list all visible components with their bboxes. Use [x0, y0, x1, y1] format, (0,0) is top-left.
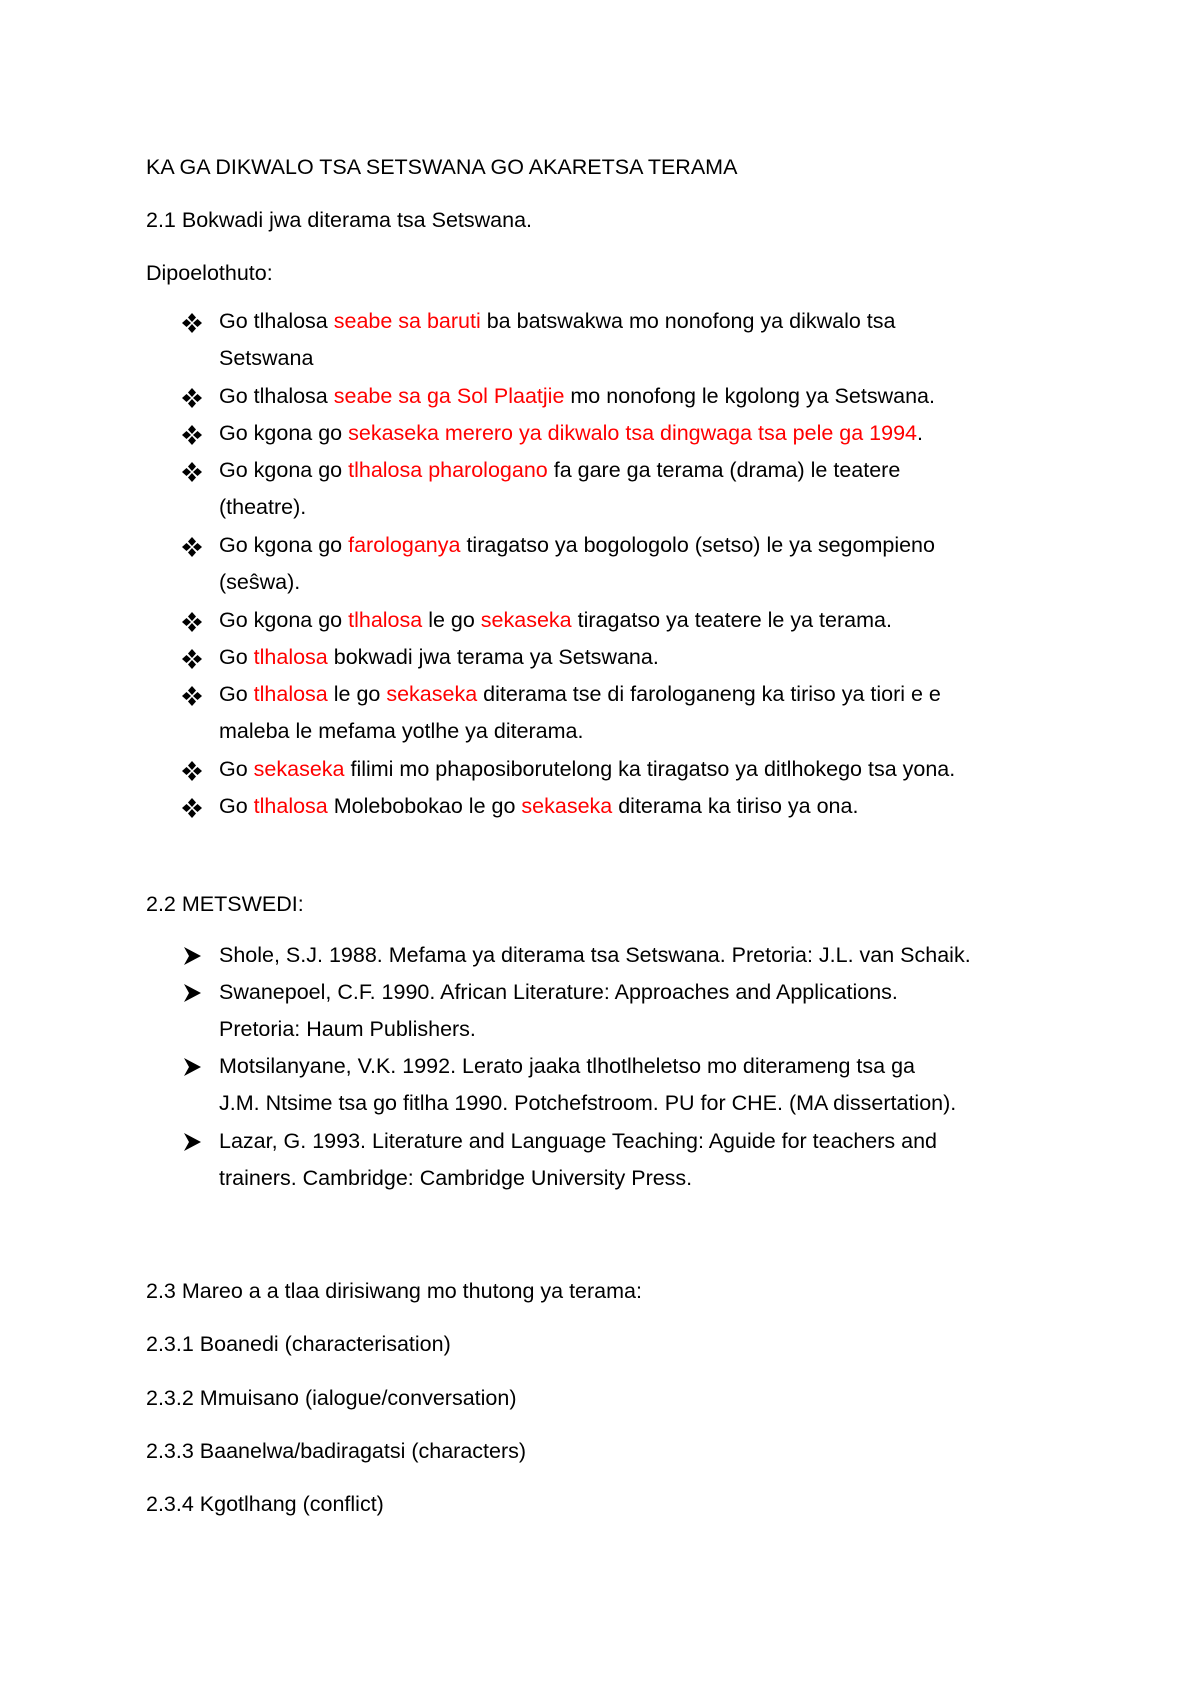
objective-text-segment: tiragatso ya teatere le ya terama.	[571, 608, 892, 632]
section-heading-2-1: 2.1 Bokwadi jwa diterama tsa Setswana.	[146, 208, 533, 232]
objective-text-segment: filimi mo phaposiborutelong ka tiragatso ya ditlhokego tsa yona.	[344, 757, 956, 781]
objective-text-segment: ba batswakwa mo nonofong ya dikwalo tsa	[480, 309, 896, 333]
objective-text-segment: (seŝwa).	[219, 570, 301, 594]
objective-text	[219, 527, 935, 601]
objective-text	[219, 303, 895, 377]
objective-text-segment: Setswana	[219, 346, 314, 370]
objective-text	[219, 602, 892, 639]
arrowhead-bullet-icon	[181, 1131, 207, 1157]
reference-text	[219, 1123, 937, 1197]
arrowhead-bullet-icon	[181, 945, 207, 971]
objective-text-segment: Go kgona go	[219, 421, 349, 445]
document-title: KA GA DIKWALO TSA SETSWANA GO AKARETSA TERAMA	[146, 155, 738, 179]
reference-text	[219, 1048, 956, 1122]
diamond-bullet-icon	[181, 797, 207, 823]
highlighted-term: seabe sa baruti	[333, 309, 481, 333]
highlighted-term: sekaseka merero ya dikwalo tsa dingwaga tsa pele ga 1994	[348, 421, 918, 445]
diamond-bullet-icon	[181, 648, 207, 674]
objective-text	[219, 378, 935, 415]
objective-text-segment: Go	[219, 794, 254, 818]
diamond-bullet-icon	[181, 461, 207, 487]
objective-text-segment: maleba le mefama yotlhe ya diterama.	[219, 719, 584, 743]
highlighted-term: sekaseka	[253, 757, 345, 781]
objectives-label: Dipoelothuto:	[146, 261, 273, 285]
highlighted-term: tlhalosa	[348, 608, 423, 632]
objective-text-segment: Go	[219, 645, 254, 669]
objective-text	[219, 639, 659, 676]
highlighted-term: tlhalosa	[253, 682, 328, 706]
objective-text-segment: fa gare ga terama (drama) le teatere	[547, 458, 901, 482]
reference-line: Shole, S.J. 1988. Mefama ya diterama tsa Setswana. Pretoria: J.L. van Schaik.	[219, 943, 971, 967]
highlighted-term: sekaseka	[386, 682, 478, 706]
diamond-bullet-icon	[181, 760, 207, 786]
reference-text	[219, 974, 898, 1048]
objective-text-segment: diterama ka tiriso ya ona.	[612, 794, 859, 818]
objective-text-segment: Molebobokao le go	[327, 794, 522, 818]
subsection-heading: 2.3.1 Boanedi (characterisation)	[146, 1332, 451, 1356]
subsection-heading: 2.3.2 Mmuisano (ialogue/conversation)	[146, 1386, 517, 1410]
objective-text	[219, 676, 941, 750]
highlighted-term: farologanya	[348, 533, 461, 557]
objective-text-segment: le go	[422, 608, 481, 632]
highlighted-term: tlhalosa pharologano	[348, 458, 548, 482]
diamond-bullet-icon	[181, 536, 207, 562]
subsection-heading: 2.3.4 Kgotlhang (conflict)	[146, 1492, 384, 1516]
arrowhead-bullet-icon	[181, 982, 207, 1008]
diamond-bullet-icon	[181, 387, 207, 413]
objective-text-segment: mo nonofong le kgolong ya Setswana.	[564, 384, 935, 408]
objective-text-segment: Go kgona go	[219, 608, 349, 632]
objective-text	[219, 415, 923, 452]
diamond-bullet-icon	[181, 312, 207, 338]
objective-text-segment: Go tlhalosa	[219, 384, 334, 408]
objective-text-segment: Go kgona go	[219, 458, 349, 482]
reference-line: Swanepoel, C.F. 1990. African Literature: Approaches and Applications.	[219, 980, 898, 1004]
diamond-bullet-icon	[181, 611, 207, 637]
objective-text-segment: le go	[327, 682, 387, 706]
highlighted-term: seabe sa ga Sol Plaatjie	[333, 384, 565, 408]
highlighted-term: sekaseka	[480, 608, 572, 632]
objective-text	[219, 788, 858, 825]
highlighted-term: sekaseka	[521, 794, 613, 818]
section-heading-2-3: 2.3 Mareo a a tlaa dirisiwang mo thutong ya terama:	[146, 1279, 642, 1303]
reference-line: Motsilanyane, V.K. 1992. Lerato jaaka tlhotlheletso mo diterameng tsa ga	[219, 1054, 915, 1078]
reference-text	[219, 937, 971, 974]
objective-text-segment: Go kgona go	[219, 533, 349, 557]
objective-text-segment: tiragatso ya bogologolo (setso) le ya segompieno	[460, 533, 935, 557]
subsection-heading: 2.3.3 Baanelwa/badiragatsi (characters)	[146, 1439, 527, 1463]
reference-line: Pretoria: Haum Publishers.	[219, 1017, 476, 1041]
objective-text-segment: diterama tse di farologaneng ka tiriso ya tiori e e	[477, 682, 941, 706]
reference-line: Lazar, G. 1993. Literature and Language Teaching: Aguide for teachers and	[219, 1129, 937, 1153]
objective-text-segment: Go tlhalosa	[219, 309, 334, 333]
objective-text-segment: bokwadi jwa terama ya Setswana.	[327, 645, 659, 669]
diamond-bullet-icon	[181, 424, 207, 450]
objective-text-segment: (theatre).	[219, 495, 307, 519]
objective-text-segment: .	[917, 421, 923, 445]
reference-line: J.M. Ntsime tsa go fitlha 1990. Potchefstroom. PU for CHE. (MA dissertation).	[219, 1091, 957, 1115]
objective-text	[219, 751, 955, 788]
objective-text-segment: Go	[219, 682, 254, 706]
reference-line: trainers. Cambridge: Cambridge University Press.	[219, 1166, 693, 1190]
objective-text	[219, 452, 900, 526]
objective-text-segment: Go	[219, 757, 254, 781]
section-heading-2-2: 2.2 METSWEDI:	[146, 892, 304, 916]
arrowhead-bullet-icon	[181, 1056, 207, 1082]
highlighted-term: tlhalosa	[253, 645, 328, 669]
highlighted-term: tlhalosa	[253, 794, 328, 818]
diamond-bullet-icon	[181, 685, 207, 711]
